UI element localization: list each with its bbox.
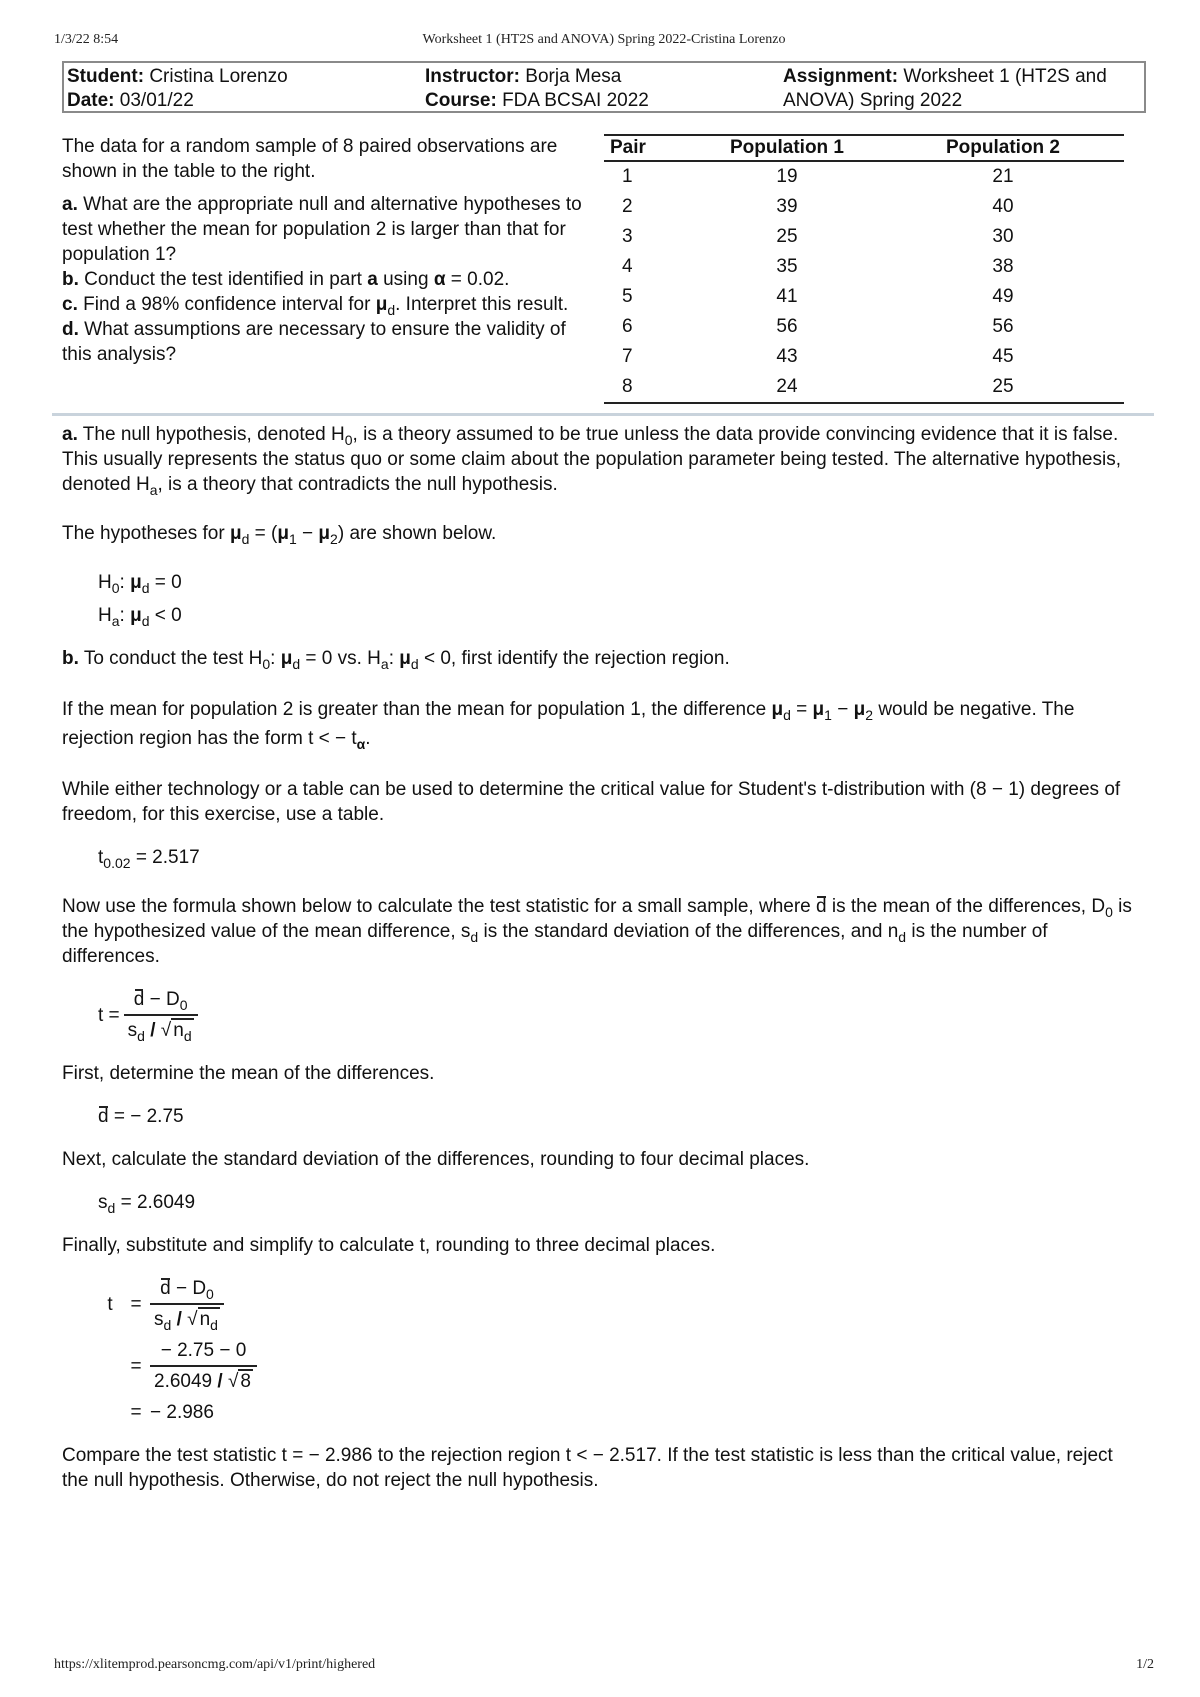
info-column-assignment [783,65,1133,113]
table-row: 1 19 21 [622,166,1014,187]
print-url: https://xlitemprod.pearsoncmg.com/api/v1/print/highered [54,1657,376,1672]
null-hypothesis: $H_0$: $\mu_d = 0$ [98,572,182,596]
table-row: 7 43 45 [622,346,1014,367]
student-name: Cristina Lorenzo [149,66,288,87]
solution-part-a: a. The null hypothesis, denoted $H_0$, is a theory assumed to be true unless the data provide convincing evidence that it is false. This usually represents the status quo or some claim about the population parameter being tested. The alternative hypothesis, denoted $H_a$, is a theory that contradicts the null hypothesis. [62,424,1121,498]
question-part-b: b. Conduct the test identified in part a using α = 0.02. [62,269,510,290]
instructor-label: Instructor: [425,66,520,87]
assignment-info-box [62,61,1146,113]
solution-part-b: b. To conduct the test $H_0$: $\mu_d = 0$ vs. $H_a$: $\mu_d < 0$, first identify the rejection region. [62,648,730,672]
print-datetime: 1/3/22 8:54 [54,32,119,47]
table-row: 6 56 56 [622,316,1014,337]
formula-intro: Now use the formula shown below to calculate the test statistic for a small sample, where d is the mean of the differences, $D_0$ is the hypothesized value of the mean difference, $s_d$ is the standard deviation of the differences, and $n_d$ is the number of differences. [62,896,1132,967]
student-label: Student: [67,66,145,87]
sd-value: $s_d = 2.6049$ [98,1192,196,1216]
instructor-name: Borja Mesa [525,66,622,87]
t-calculation-step-2: = $\frac{- 2.75 - 0}{2.6049 / √ 8}$ [98,1338,1142,1394]
paired-data-table [604,134,1124,404]
rejection-region-text: If the mean for population 2 is greater than the mean for population 1, the difference $\mu_d = \mu_1 - \mu_2$ would be negative. The rejection region has the form t < − $t_\alpha$. [62,699,1075,752]
critical-value-text: While either technology or a table can be used to determine the critical value for Student's t-distribution with (8 − 1) degrees of freedom, for this exercise, use a table. [62,779,1121,825]
section-divider [52,413,1154,416]
assignment-value: Worksheet 1 (HT2S and ANOVA) Spring 2022 [783,66,1107,111]
info-column-instructor [425,65,649,113]
sd-intro: Next, calculate the standard deviation of the differences, rounding to four decimal places. [62,1149,810,1170]
alternative-hypothesis: $H_a$: $\mu_d < 0$ [98,605,182,629]
column-header-population-2: Population 2 [882,135,1124,161]
table-row: 5 41 49 [622,286,1014,307]
alpha-symbol: α [433,269,446,290]
course-value: FDA BCSAI 2022 [502,90,649,111]
info-column-student [67,65,288,113]
mean-difference: d = − 2.75 [98,1106,184,1127]
question-text [62,134,590,367]
date-label: Date: [67,90,115,111]
table-row: 4 35 38 [622,256,1014,277]
t-calculation-result: = − 2.986 [130,1402,214,1423]
column-header-pair: Pair [604,135,692,161]
question-part-c: c. Find a 98% confidence interval for $\mu_d$. Interpret this result. [62,294,569,318]
hypotheses-intro: The hypotheses for $\mu_d = (\mu_1 - \mu_2)$ are shown below. [62,523,497,547]
table-row: 3 25 30 [622,226,1014,247]
assignment-label: Assignment: [783,66,899,87]
solution-text [62,422,1142,1493]
t-statistic-formula: t = $\frac{d - D_0}{s_d / √ n_d}$ [98,987,1142,1043]
print-title: Worksheet 1 (HT2S and ANOVA) Spring 2022-Cristina Lorenzo [422,32,786,47]
column-header-population-1: Population 1 [692,135,882,161]
table-row: 8 24 25 [604,372,1124,403]
print-header [54,32,1154,52]
table-row: 2 39 40 [622,196,1014,217]
course-label: Course: [425,90,497,111]
compare-text: Compare the test statistic t = − 2.986 to the rejection region t < − 2.517. If the test statistic is less than the critical value, reject the null hypothesis. Otherwise, do not reject the null hypothesis. [62,1445,1113,1491]
page-number: 1/2 [1136,1657,1154,1672]
t-calculation-step-1: t = $\frac{d - D_0}{s_d / √ n_d}$ [98,1276,1142,1332]
print-footer [54,1657,1154,1677]
question-intro: The data for a random sample of 8 paired observations are shown in the table to the right. [62,136,558,182]
table-header-row [604,135,1124,161]
critical-value: $t_{0.02} = 2.517$ [98,847,200,871]
mean-intro: First, determine the mean of the differences. [62,1063,435,1084]
date-value: 03/01/22 [119,90,194,111]
question-part-d: d. What assumptions are necessary to ensure the validity of this analysis? [62,319,566,365]
t-intro: Finally, substitute and simplify to calculate t, rounding to three decimal places. [62,1235,716,1256]
question-part-a: a. What are the appropriate null and alternative hypotheses to test whether the mean for population 2 is larger than that for population 1? [62,194,582,265]
